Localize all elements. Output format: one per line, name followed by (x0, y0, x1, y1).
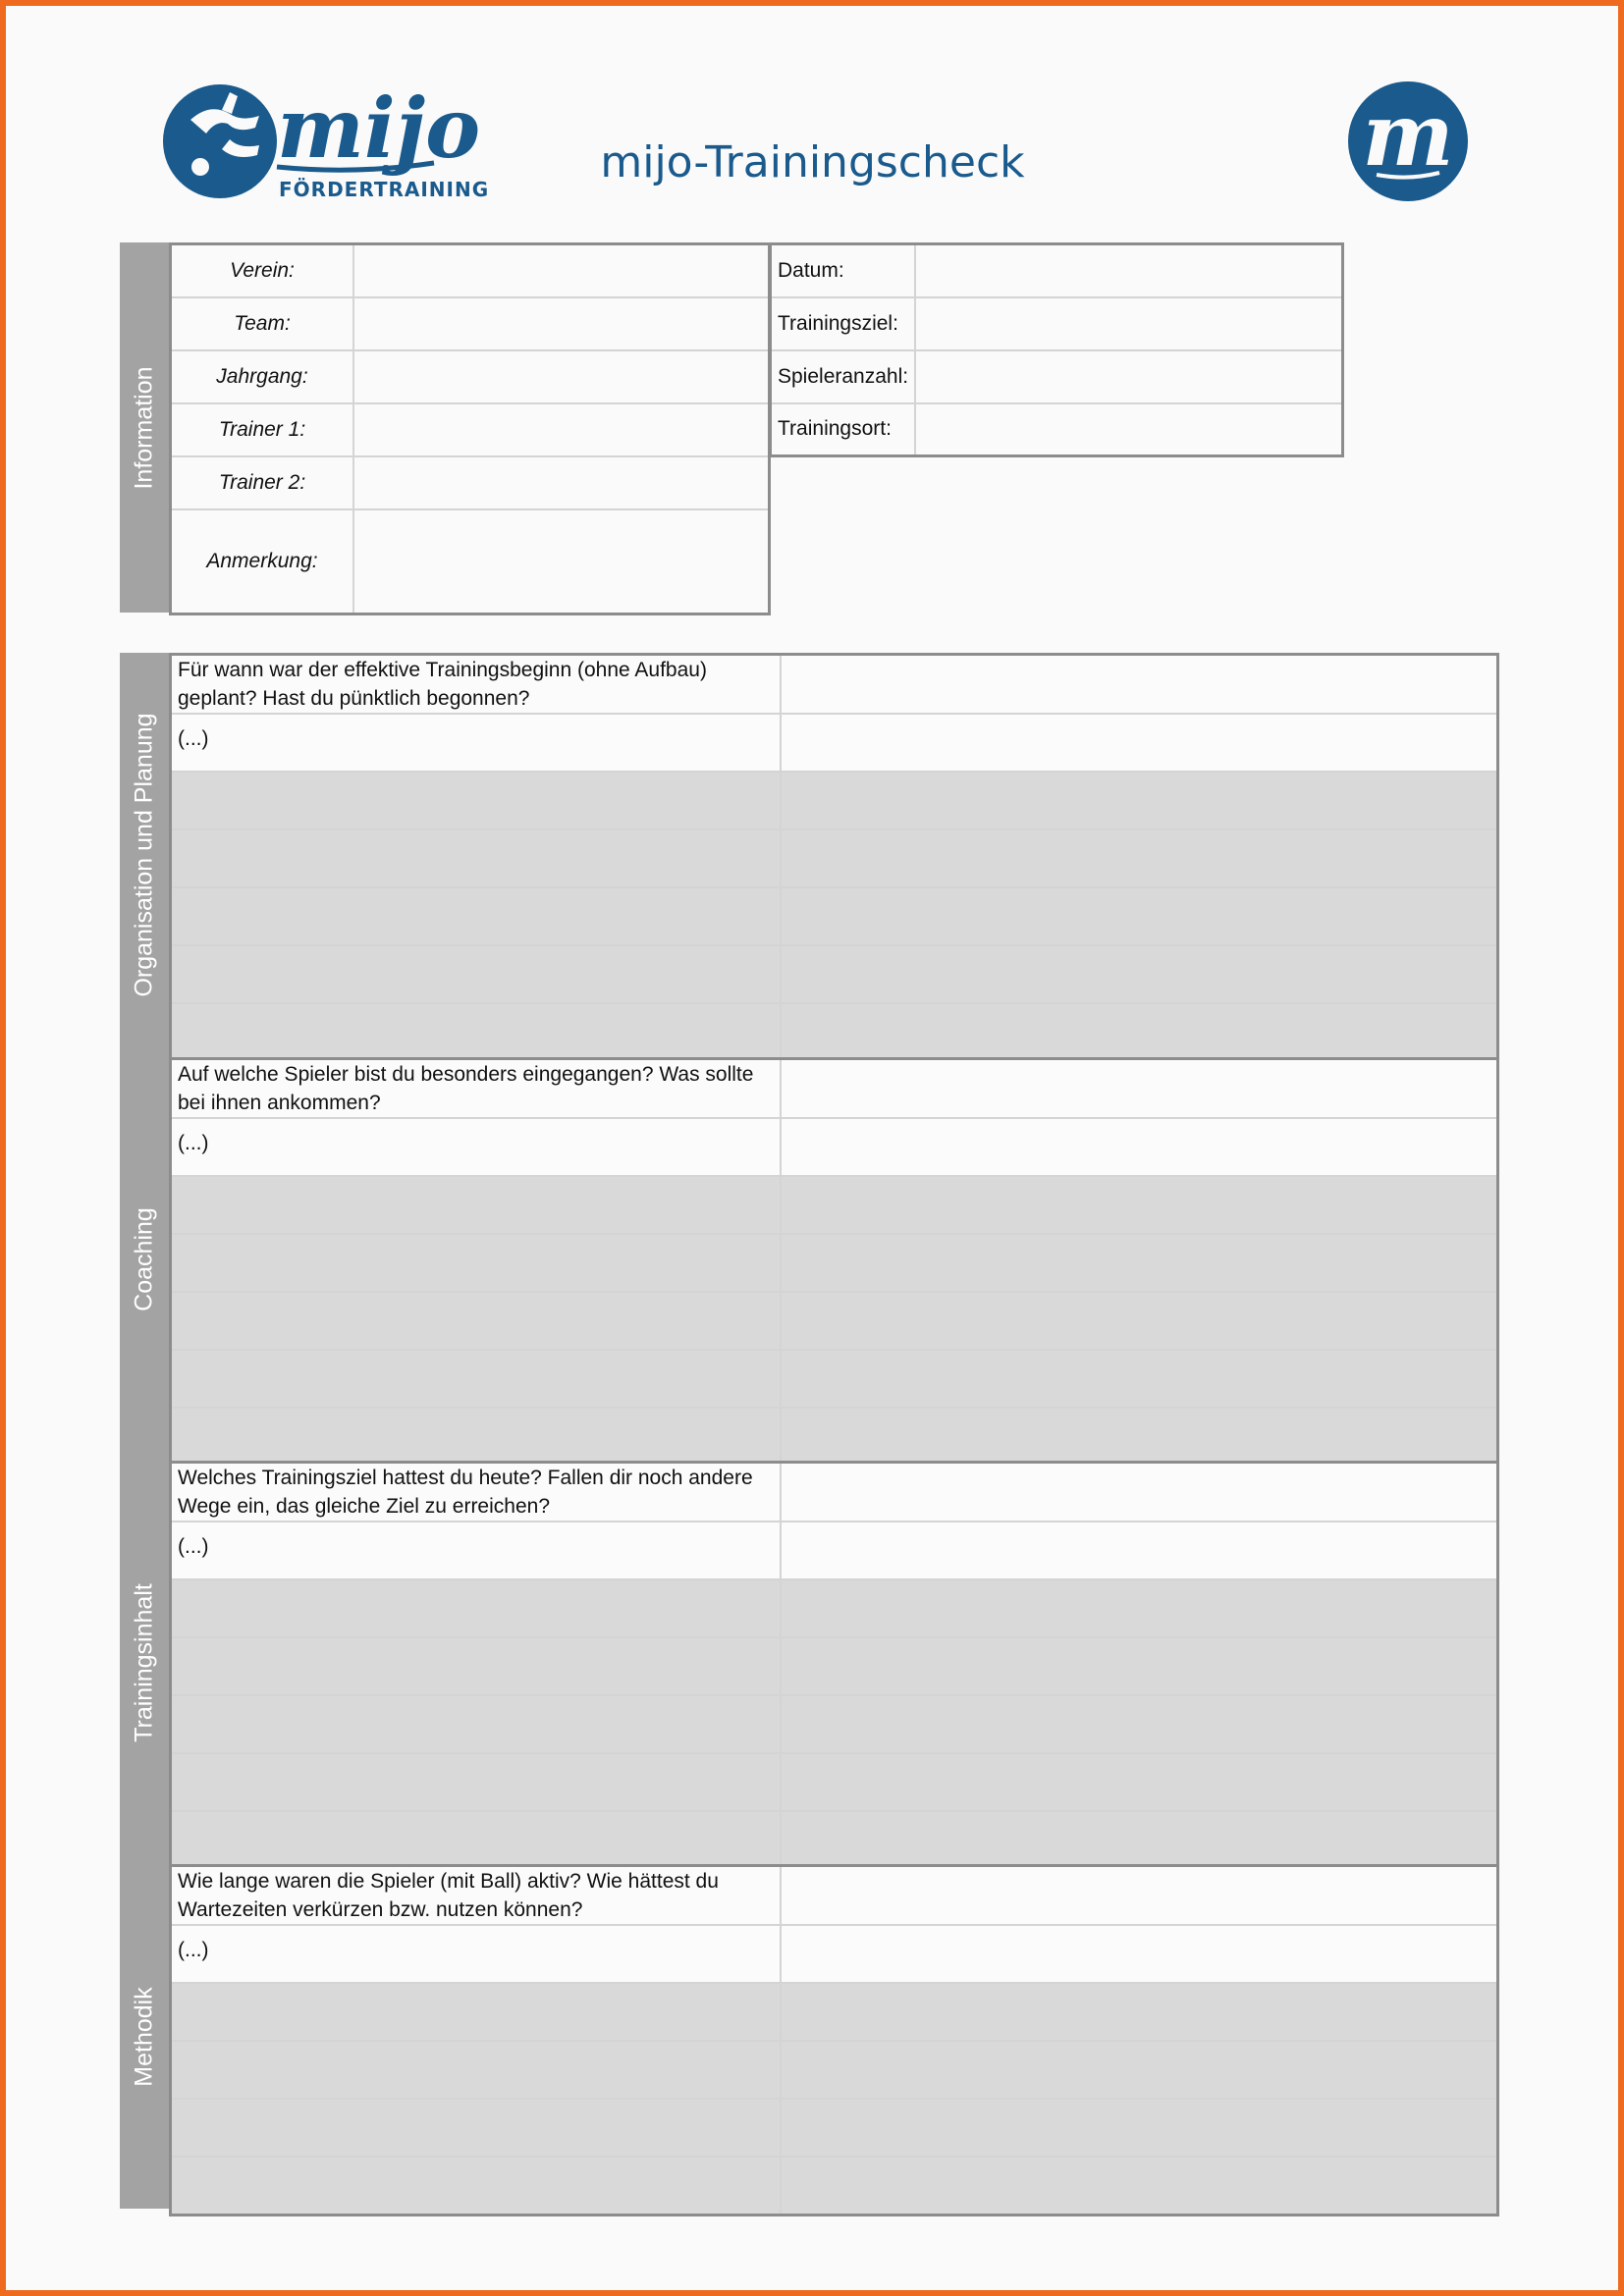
field-trainingsort[interactable] (915, 403, 1343, 456)
blank-cell[interactable] (171, 829, 782, 887)
section-label: Methodik (130, 1986, 158, 2087)
field-trainingsziel[interactable] (915, 297, 1343, 350)
blank-cell[interactable] (171, 1350, 782, 1408)
placeholder-text: (...) (171, 714, 782, 772)
section-organisation (169, 653, 1499, 1063)
blank-cell[interactable] (171, 2041, 782, 2099)
placeholder-text: (...) (171, 1118, 782, 1176)
ball-icon (191, 158, 209, 176)
blank-cell[interactable] (171, 772, 782, 829)
blank-cell[interactable] (781, 945, 1498, 1003)
section-coaching (169, 1057, 1499, 1468)
label-trainer-1: Trainer 1: (171, 403, 354, 456)
blank-cell[interactable] (171, 1292, 782, 1350)
blank-cell[interactable] (781, 887, 1498, 945)
blank-cell[interactable] (781, 1350, 1498, 1408)
blank-cell[interactable] (171, 1695, 782, 1753)
answer-field[interactable] (781, 655, 1498, 715)
information-label: Information (130, 365, 158, 490)
section-bar-trainingsinhalt (120, 1461, 169, 1864)
section-bar-organisation (120, 653, 169, 1057)
label-anmerkung: Anmerkung: (171, 509, 354, 614)
blank-cell[interactable] (781, 1753, 1498, 1811)
field-team[interactable] (353, 297, 770, 350)
label-jahrgang: Jahrgang: (171, 350, 354, 403)
blank-cell[interactable] (781, 2157, 1498, 2215)
question-text: Welches Trainingsziel hattest du heute? Fallen dir noch andere Wege ein, das gleiche Ziel zu erreichen? (171, 1463, 782, 1522)
logo-circle-icon (163, 84, 277, 198)
answer-field[interactable] (781, 1866, 1498, 1926)
field-trainer-1[interactable] (353, 403, 770, 456)
blank-cell[interactable] (781, 772, 1498, 829)
mijo-logo (161, 80, 490, 208)
label-trainingsziel: Trainingsziel: (771, 297, 916, 350)
blank-cell[interactable] (781, 1811, 1498, 1869)
blank-cell[interactable] (171, 887, 782, 945)
field-jahrgang[interactable] (353, 350, 770, 403)
field-verein[interactable] (353, 244, 770, 297)
blank-cell[interactable] (171, 1003, 782, 1061)
blank-cell[interactable] (781, 1637, 1498, 1695)
blank-cell[interactable] (171, 1753, 782, 1811)
blank-cell[interactable] (171, 1579, 782, 1637)
label-verein: Verein: (171, 244, 354, 297)
field-spieleranzahl[interactable] (915, 350, 1343, 403)
blank-cell[interactable] (781, 1234, 1498, 1292)
blank-cell[interactable] (171, 1234, 782, 1292)
answer-field[interactable] (781, 1118, 1498, 1176)
section-label: Trainingsinhalt (130, 1582, 158, 1742)
monogram-letter: m (1362, 83, 1454, 186)
label-trainer-2: Trainer 2: (171, 456, 354, 509)
blank-cell[interactable] (781, 2099, 1498, 2157)
blank-cell[interactable] (171, 1176, 782, 1234)
info-table-left (169, 242, 771, 615)
blank-cell[interactable] (781, 1408, 1498, 1466)
section-bar-coaching (120, 1057, 169, 1461)
question-text: Wie lange waren die Spieler (mit Ball) aktiv? Wie hättest du Wartezeiten verkürzen bzw. nutzen können? (171, 1866, 782, 1926)
question-text: Auf welche Spieler bist du besonders eingegangen? Was sollte bei ihnen ankommen? (171, 1059, 782, 1119)
answer-field[interactable] (781, 1463, 1498, 1522)
label-datum: Datum: (771, 244, 916, 297)
section-label: Coaching (130, 1206, 158, 1311)
blank-cell[interactable] (171, 945, 782, 1003)
label-trainingsort: Trainingsort: (771, 403, 916, 456)
info-table-right (769, 242, 1344, 457)
page-title: mijo-Trainingscheck (600, 137, 1025, 187)
answer-field[interactable] (781, 1522, 1498, 1579)
blank-cell[interactable] (171, 1811, 782, 1869)
blank-cell[interactable] (781, 1176, 1498, 1234)
section-bar-methodik (120, 1864, 169, 2209)
section-methodik (169, 1864, 1499, 2216)
mijo-monogram-logo (1347, 80, 1469, 202)
field-anmerkung[interactable] (353, 509, 770, 614)
blank-cell[interactable] (171, 2157, 782, 2215)
field-trainer-2[interactable] (353, 456, 770, 509)
logo-wordmark: mijo (277, 80, 481, 177)
section-trainingsinhalt (169, 1461, 1499, 1871)
placeholder-text: (...) (171, 1522, 782, 1579)
blank-cell[interactable] (781, 1983, 1498, 2041)
question-text: Für wann war der effektive Trainingsbeginn (ohne Aufbau) geplant? Hast du pünktlich begonnen? (171, 655, 782, 715)
blank-cell[interactable] (781, 1579, 1498, 1637)
information-side-label (120, 242, 169, 613)
blank-cell[interactable] (781, 1292, 1498, 1350)
blank-cell[interactable] (781, 829, 1498, 887)
answer-field[interactable] (781, 1059, 1498, 1119)
blank-cell[interactable] (781, 1695, 1498, 1753)
label-team: Team: (171, 297, 354, 350)
blank-cell[interactable] (171, 1637, 782, 1695)
field-datum[interactable] (915, 244, 1343, 297)
blank-cell[interactable] (171, 2099, 782, 2157)
label-spieleranzahl: Spieleranzahl: (771, 350, 916, 403)
answer-field[interactable] (781, 1925, 1498, 1983)
blank-cell[interactable] (781, 1003, 1498, 1061)
blank-cell[interactable] (171, 1408, 782, 1466)
section-label: Organisation und Planung (130, 713, 158, 997)
blank-cell[interactable] (781, 2041, 1498, 2099)
answer-field[interactable] (781, 714, 1498, 772)
logo-subtitle: FÖRDERTRAINING (279, 178, 490, 201)
blank-cell[interactable] (171, 1983, 782, 2041)
placeholder-text: (...) (171, 1925, 782, 1983)
